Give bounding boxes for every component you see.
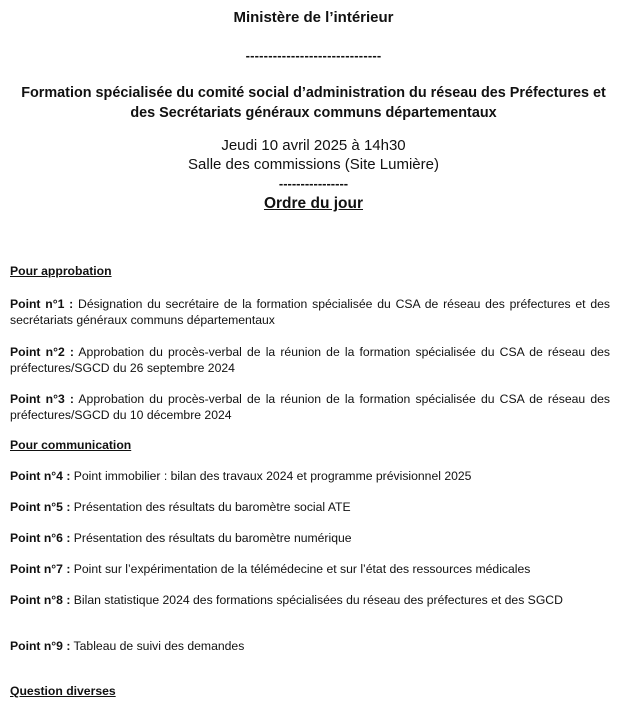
- agenda-point-7: [10, 561, 610, 577]
- point-text: Présentation des résultats du baromètre social ATE: [70, 500, 351, 514]
- point-number: Point n°7 :: [10, 562, 71, 576]
- point-number: Point n°6 :: [10, 531, 71, 545]
- separator-top: ------------------------------: [245, 48, 382, 63]
- point-number: Point n°2 :: [10, 345, 74, 359]
- agenda-point-6: [10, 530, 610, 546]
- agenda-point-4: [10, 468, 610, 484]
- point-text: Présentation des résultats du baromètre numérique: [70, 531, 352, 545]
- separator-bottom: ----------------: [278, 176, 349, 191]
- agenda-point-1: [10, 296, 610, 328]
- meeting-room: Salle des commissions (Site Lumière): [188, 156, 439, 173]
- agenda-point-9: [10, 638, 610, 654]
- agenda-point-3: [10, 391, 610, 423]
- section-approbation: Pour approbation: [10, 264, 112, 278]
- point-text: Point immobilier : bilan des travaux 2024 et programme prévisionnel 2025: [70, 469, 472, 483]
- point-number: Point n°3 :: [10, 392, 74, 406]
- section-questions-diverses: Question diverses: [10, 684, 116, 698]
- section-communication: Pour communication: [10, 438, 132, 452]
- point-number: Point n°5 :: [10, 500, 71, 514]
- agenda-point-5: [10, 499, 610, 515]
- point-text: Tableau de suivi des demandes: [70, 639, 245, 653]
- point-text: Point sur l’expérimentation de la télémédecine et sur l’état des ressources médicales: [70, 562, 531, 576]
- agenda-point-8: [10, 592, 610, 608]
- point-number: Point n°4 :: [10, 469, 71, 483]
- meeting-date: Jeudi 10 avril 2025 à 14h30: [221, 137, 406, 154]
- point-number: Point n°1 :: [10, 297, 74, 311]
- agenda-point-2: [10, 344, 610, 376]
- point-text: Bilan statistique 2024 des formations spécialisées du réseau des préfectures et des SGCD: [70, 593, 563, 607]
- document-title: Formation spécialisée du comité social d’administration du réseau des Préfectures et des Secrétariats généraux communs départementaux: [21, 85, 606, 121]
- point-text: Approbation du procès-verbal de la réunion de la formation spécialisée du CSA de réseau des préfectures/SGCD du 10 décembre 2024: [10, 392, 610, 422]
- point-text: Désignation du secrétaire de la formation spécialisée du CSA de réseau des préfectures et des secrétariats généraux communs départementaux: [10, 297, 611, 327]
- ministry-heading: Ministère de l’intérieur: [233, 9, 394, 26]
- point-text: Approbation du procès-verbal de la réunion de la formation spécialisée du CSA de réseau des préfectures/SGCD du 26 septembre 2024: [10, 345, 610, 375]
- agenda-title: Ordre du jour: [263, 195, 364, 212]
- point-number: Point n°9 :: [10, 639, 71, 653]
- point-number: Point n°8 :: [10, 593, 71, 607]
